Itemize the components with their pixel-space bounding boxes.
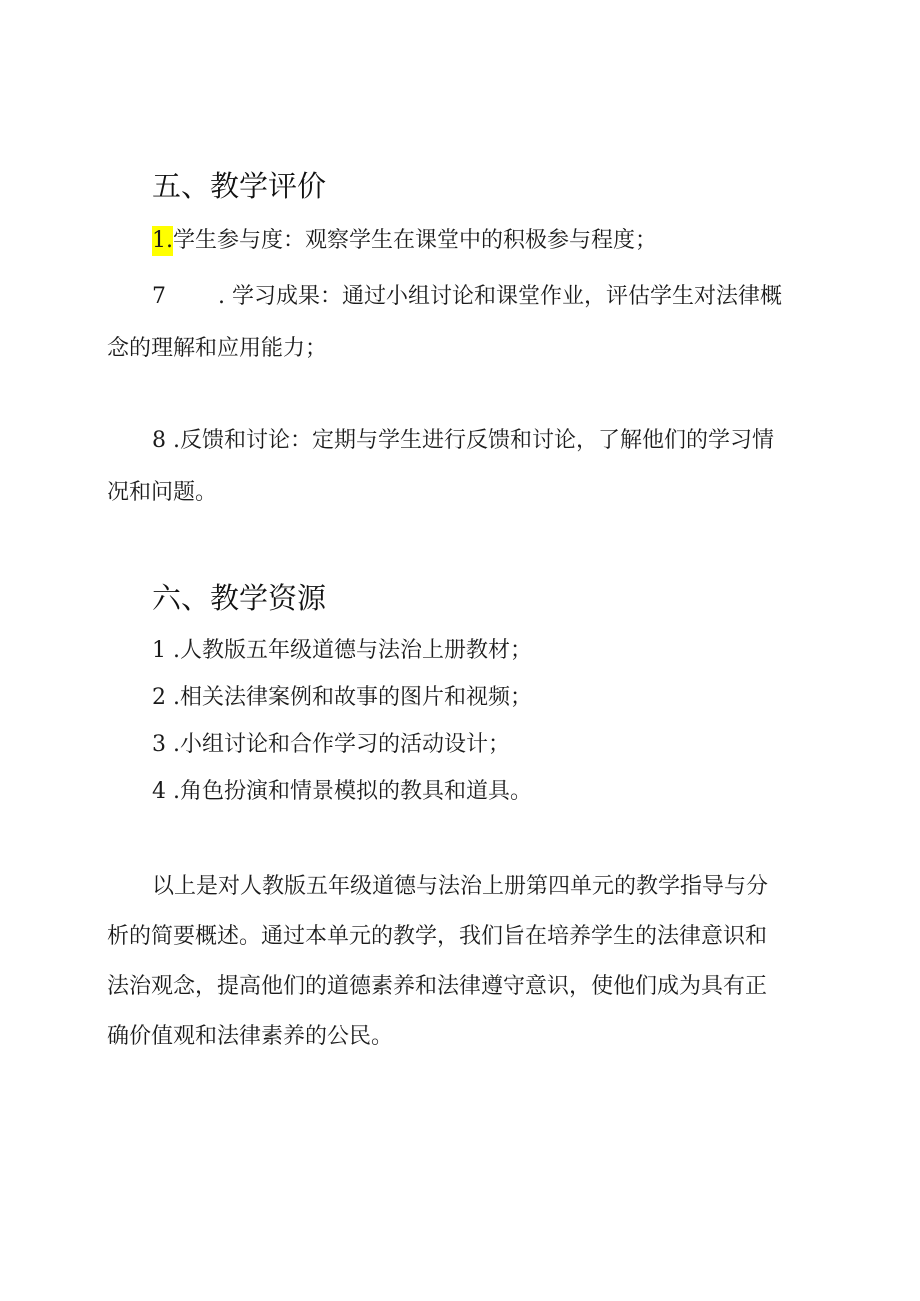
resource-item-4-text: .角色扮演和情景模拟的教具和道具。 <box>166 779 532 804</box>
eval-item-8-line2: 况和问题。 <box>107 480 218 505</box>
summary-line-1: 以上是对人教版五年级道德与法治上册第四单元的教学指导与分 <box>152 874 769 899</box>
eval-item-1-number: 1. <box>152 226 173 256</box>
eval-item-8-text: .反馈和讨论：定期与学生进行反馈和讨论，了解他们的学习情 <box>166 428 774 453</box>
resource-item-3-text: .小组讨论和合作学习的活动设计； <box>166 732 510 757</box>
resource-item-3-number: 3 <box>152 732 166 757</box>
resource-item-2 <box>152 683 532 713</box>
eval-item-1 <box>152 226 657 256</box>
resource-item-4-number: 4 <box>152 779 166 804</box>
eval-item-8-number: 8 <box>152 428 166 453</box>
resource-item-3 <box>152 730 510 760</box>
summary-line-3: 法治观念，提高他们的道德素养和法律遵守意识，使他们成为具有正 <box>107 974 768 999</box>
resource-item-2-number: 2 <box>152 685 166 710</box>
eval-item-7-line2: 念的理解和应用能力； <box>107 336 328 361</box>
resource-item-1-number: 1 <box>152 638 166 663</box>
section-5-heading: 五、教学评价 <box>152 169 327 203</box>
summary-line-4: 确价值观和法律素养的公民。 <box>107 1024 394 1049</box>
resource-item-1 <box>152 636 532 666</box>
eval-item-1-text: 学生参与度：观察学生在课堂中的积极参与程度； <box>173 228 658 253</box>
resource-item-1-text: .人教版五年级道德与法治上册教材； <box>166 638 532 663</box>
eval-item-8-line1 <box>152 426 774 456</box>
summary-line-2: 析的简要概述。通过本单元的教学，我们旨在培养学生的法律意识和 <box>107 924 768 949</box>
section-6-heading: 六、教学资源 <box>152 581 327 615</box>
eval-item-7-line1 <box>152 282 782 312</box>
resource-item-2-text: .相关法律案例和故事的图片和视频； <box>166 685 532 710</box>
eval-item-7-text: . 学习成果：通过小组讨论和课堂作业，评估学生对法律概 <box>218 284 782 309</box>
resource-item-4 <box>152 777 532 807</box>
eval-item-7-number: 7 <box>152 284 166 309</box>
